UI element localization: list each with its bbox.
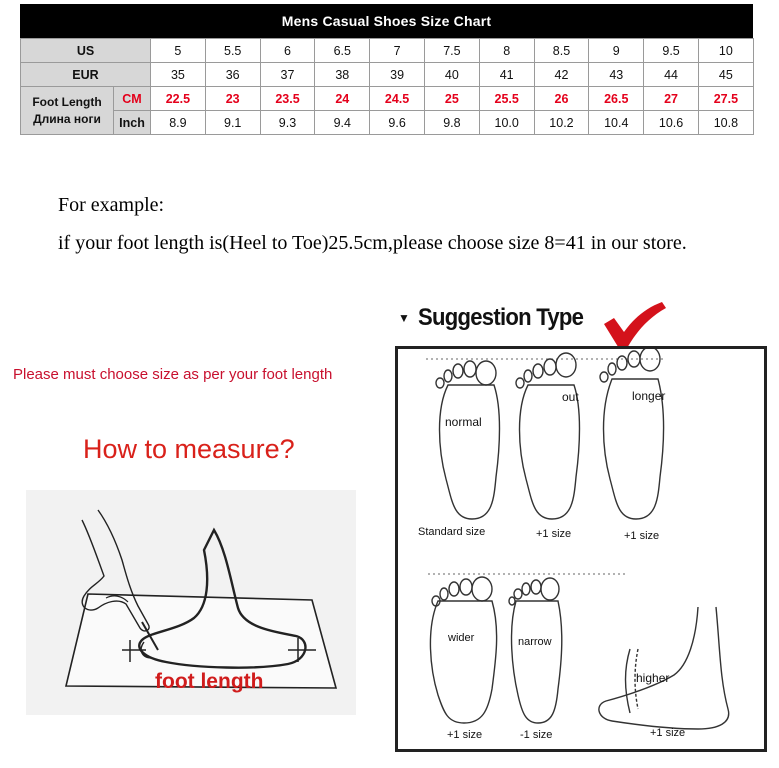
us-row bbox=[21, 39, 754, 63]
cm-length-cell: 23.5 bbox=[260, 87, 315, 111]
eur-size-cell: 43 bbox=[589, 63, 644, 87]
us-size-cell: 9.5 bbox=[644, 39, 699, 63]
size-wider: +1 size bbox=[447, 729, 483, 741]
size-narrow: -1 size bbox=[520, 729, 553, 741]
us-size-cell: 5.5 bbox=[205, 39, 260, 63]
how-to-measure-title: How to measure? bbox=[83, 434, 295, 464]
cm-length-cell: 25.5 bbox=[479, 87, 534, 111]
foot-type-out: out bbox=[562, 390, 579, 404]
eur-row bbox=[21, 63, 754, 87]
us-size-cell: 7 bbox=[370, 39, 425, 63]
cm-length-cell: 27.5 bbox=[698, 87, 753, 111]
suggestion-header bbox=[398, 304, 597, 332]
inch-unit: Inch bbox=[114, 111, 151, 135]
cm-length-cell: 23 bbox=[205, 87, 260, 111]
inch-length-cell: 10.8 bbox=[698, 111, 753, 135]
cm-length-cell: 26 bbox=[534, 87, 589, 111]
us-size-cell: 10 bbox=[698, 39, 753, 63]
foot-length-label-ru: Длина ноги bbox=[33, 111, 101, 126]
foot-type-normal: normal bbox=[445, 415, 482, 429]
size-longer: +1 size bbox=[624, 530, 660, 542]
checkmark-icon bbox=[600, 300, 670, 352]
eur-size-cell: 38 bbox=[315, 63, 370, 87]
us-size-cell: 6 bbox=[260, 39, 315, 63]
us-size-cell: 5 bbox=[151, 39, 206, 63]
triangle-down-icon: ▼ bbox=[398, 311, 410, 325]
us-size-cell: 8 bbox=[479, 39, 534, 63]
inch-length-cell: 9.6 bbox=[370, 111, 425, 135]
size-table bbox=[20, 38, 754, 135]
us-size-cell: 8.5 bbox=[534, 39, 589, 63]
cm-length-cell: 27 bbox=[644, 87, 699, 111]
cm-length-cell: 22.5 bbox=[151, 87, 206, 111]
foot-type-narrow: narrow bbox=[518, 636, 552, 648]
foot-length-caption: foot length bbox=[155, 670, 264, 693]
chart-title: Mens Casual Shoes Size Chart bbox=[20, 4, 753, 38]
cm-length-cell: 26.5 bbox=[589, 87, 644, 111]
cm-length-cell: 24 bbox=[315, 87, 370, 111]
eur-size-cell: 40 bbox=[424, 63, 479, 87]
example-text: if your foot length is(Heel to Toe)25.5cm,please choose size 8=41 in our store. bbox=[58, 232, 687, 254]
inch-length-cell: 10.4 bbox=[589, 111, 644, 135]
suggestion-box bbox=[395, 346, 767, 752]
inch-length-cell: 10.0 bbox=[479, 111, 534, 135]
foot-type-wider: wider bbox=[448, 632, 475, 644]
inch-length-cell: 8.9 bbox=[151, 111, 206, 135]
eur-size-cell: 41 bbox=[479, 63, 534, 87]
eur-label: EUR bbox=[21, 63, 151, 87]
us-size-cell: 9 bbox=[589, 39, 644, 63]
inch-length-cell: 9.3 bbox=[260, 111, 315, 135]
inch-length-cell: 10.2 bbox=[534, 111, 589, 135]
size-higher: +1 size bbox=[650, 727, 686, 739]
size-notice: Please must choose size as per your foot length bbox=[13, 366, 333, 383]
foot-length-header bbox=[21, 87, 114, 135]
inch-length-cell: 10.6 bbox=[644, 111, 699, 135]
eur-size-cell: 42 bbox=[534, 63, 589, 87]
size-standard: Standard size bbox=[418, 526, 486, 538]
foot-types-illustration bbox=[398, 349, 764, 749]
foot-length-label-en: Foot Length bbox=[32, 94, 102, 109]
cm-row bbox=[21, 87, 754, 111]
eur-size-cell: 45 bbox=[698, 63, 753, 87]
eur-size-cell: 44 bbox=[644, 63, 699, 87]
foot-type-longer: longer bbox=[632, 389, 666, 403]
eur-size-cell: 39 bbox=[370, 63, 425, 87]
us-label: US bbox=[21, 39, 151, 63]
us-size-cell: 6.5 bbox=[315, 39, 370, 63]
us-size-cell: 7.5 bbox=[424, 39, 479, 63]
example-label: For example: bbox=[58, 194, 165, 216]
foot-type-higher: higher bbox=[636, 671, 670, 685]
cm-length-cell: 25 bbox=[424, 87, 479, 111]
eur-size-cell: 37 bbox=[260, 63, 315, 87]
size-out: +1 size bbox=[536, 528, 572, 540]
eur-size-cell: 36 bbox=[205, 63, 260, 87]
inch-length-cell: 9.8 bbox=[424, 111, 479, 135]
cm-length-cell: 24.5 bbox=[370, 87, 425, 111]
size-chart bbox=[20, 4, 753, 135]
inch-length-cell: 9.1 bbox=[205, 111, 260, 135]
inch-length-cell: 9.4 bbox=[315, 111, 370, 135]
eur-size-cell: 35 bbox=[151, 63, 206, 87]
suggestion-title: Suggestion Type bbox=[417, 304, 584, 331]
cm-unit: CM bbox=[114, 87, 151, 111]
inch-row bbox=[21, 111, 754, 135]
